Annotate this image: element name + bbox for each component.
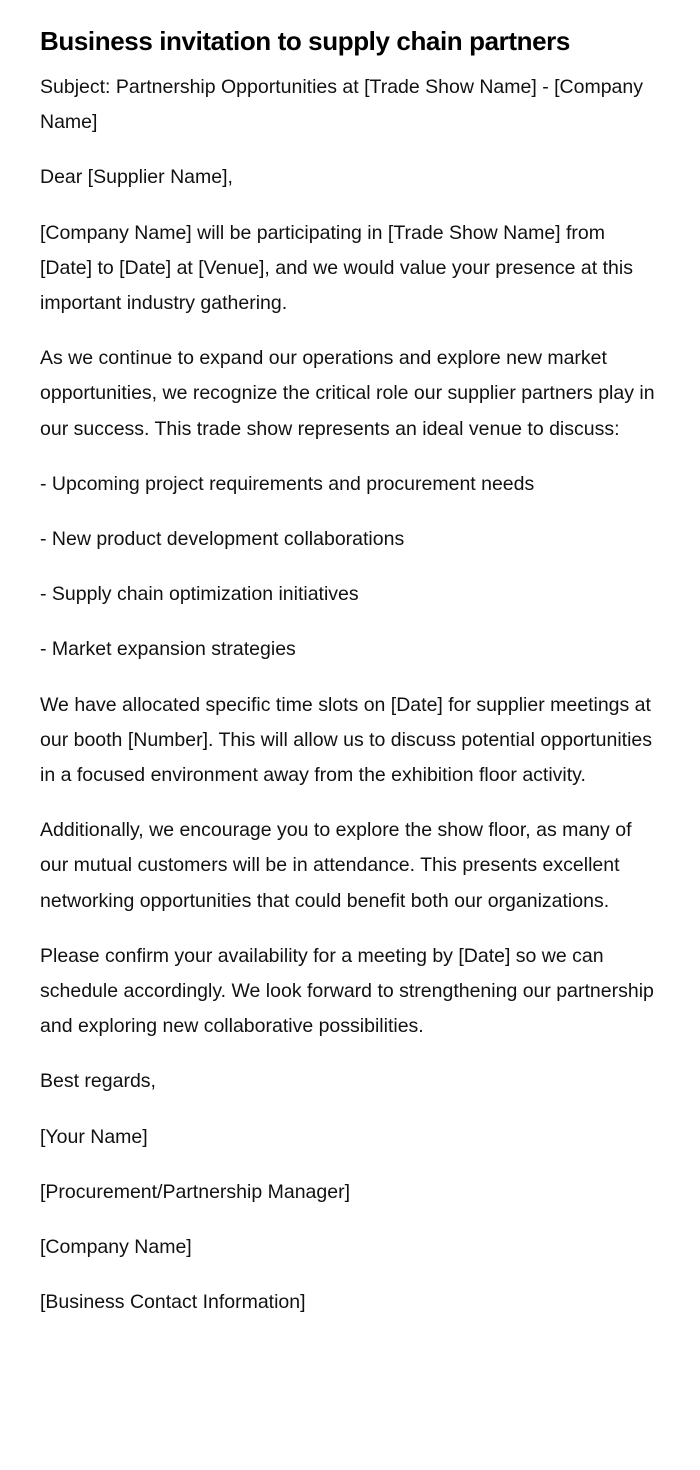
list-item: - Market expansion strategies bbox=[40, 638, 296, 661]
sign-off: Best regards, bbox=[40, 1070, 156, 1093]
context-paragraph: As we continue to expand our operations and explore new market opportunities, we recognize the critical role our supplier partners play in our success. This trade show represents an ideal venue to discuss: bbox=[40, 347, 655, 440]
salutation: Dear [Supplier Name], bbox=[40, 166, 233, 189]
meeting-paragraph: We have allocated specific time slots on [Date] for supplier meetings at our booth [Number]. This will allow us to discuss potential opportunities in a focused environment away from the exhibition floor activity. bbox=[40, 693, 653, 787]
signature-name: [Your Name] bbox=[40, 1125, 148, 1148]
subject-line: Subject: Partnership Opportunities at [Trade Show Name] - [Company Name] bbox=[40, 76, 643, 134]
list-item: - New product development collaborations bbox=[40, 528, 405, 551]
closing-paragraph: Please confirm your availability for a meeting by [Date] so we can schedule accordingly. We look forward to strengthening our partnership and exploring new collaborative possibilities. bbox=[40, 944, 654, 1038]
signature-role: [Procurement/Partnership Manager] bbox=[40, 1180, 350, 1203]
signature-contact: [Business Contact Information] bbox=[40, 1291, 306, 1314]
networking-paragraph: Additionally, we encourage you to explore the show floor, as many of our mutual customers will be in attendance. This presents excellent networking opportunities that could benefit both our organizations. bbox=[40, 819, 632, 912]
signature-company: [Company Name] bbox=[40, 1236, 192, 1259]
document-title: Business invitation to supply chain partners bbox=[40, 26, 570, 56]
list-item: - Supply chain optimization initiatives bbox=[40, 583, 359, 606]
list-item: - Upcoming project requirements and procurement needs bbox=[40, 472, 535, 495]
intro-paragraph: [Company Name] will be participating in [Trade Show Name] from [Date] to [Date] at [Venue], and we would value your presence at this important industry gathering. bbox=[40, 221, 633, 315]
